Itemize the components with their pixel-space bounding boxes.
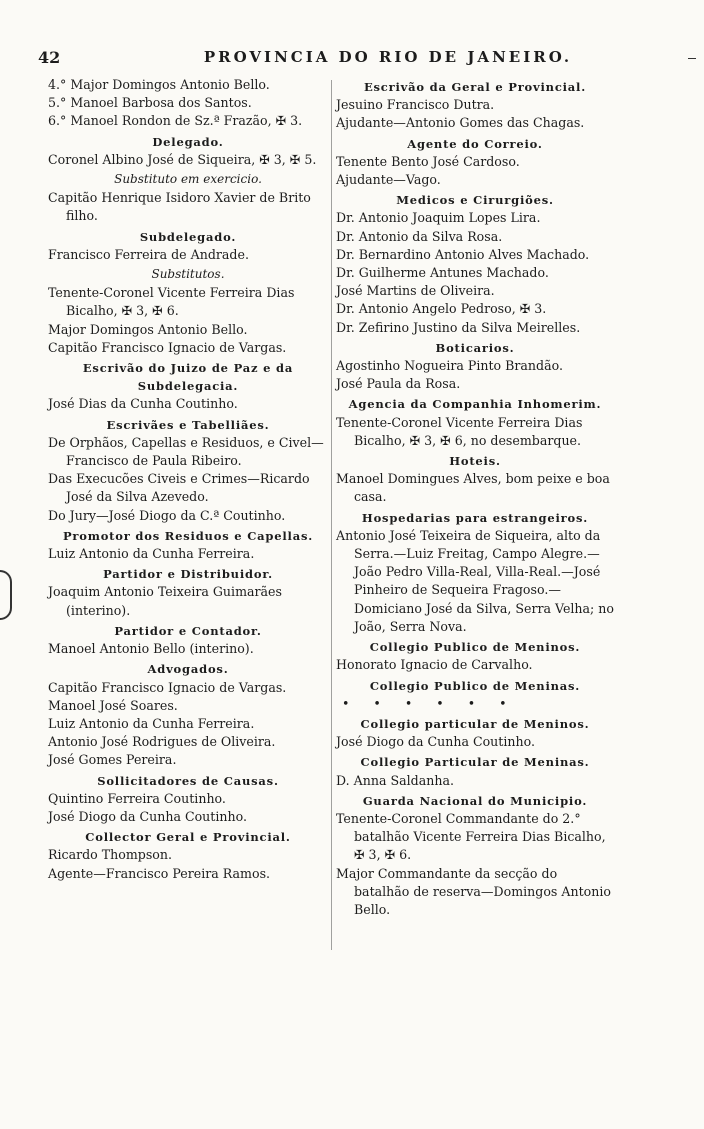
section-heading: Partidor e Distribuidor. <box>103 567 273 582</box>
edge-mark <box>688 58 696 59</box>
directory-entry: Agostinho Nogueira Pinto Brandão. <box>336 358 563 374</box>
directory-entry: Agente—Francisco Pereira Ramos. <box>48 865 271 881</box>
directory-entry: Antonio José Teixeira de Siqueira, alto da Serra.—Luiz Freitag, Campo Alegre.—João Pedro Villa-Real, Villa-Real.—José Pinheiro de Sequeira Fragoso.—Domiciano José da Silva, Serra Velha; no João, Serra Nova. <box>336 527 614 634</box>
section-heading: Collegio Particular de Meninas. <box>360 755 590 770</box>
section-heading: Partidor e Contador. <box>114 623 262 638</box>
directory-entry: José Diogo da Cunha Coutinho. <box>48 808 247 824</box>
ellipsis-dots: • • • • • • <box>342 695 517 711</box>
section-heading: Escrivão do Juizo de Paz e da Subdelegacia. <box>82 361 294 394</box>
directory-entry: Capitão Francisco Ignacio de Vargas. <box>48 339 287 355</box>
running-title: PROVINCIA DO RIO DE JANEIRO. <box>203 48 573 66</box>
section-subheading: Substitutos. <box>151 267 225 282</box>
section-heading: Advogados. <box>147 662 229 677</box>
directory-entry: Ricardo Thompson. <box>48 847 172 863</box>
directory-entry: Tenente Bento José Cardoso. <box>336 153 520 169</box>
section-heading: Collegio particular de Meninos. <box>360 716 590 731</box>
directory-entry: 5.° Manoel Barbosa dos Santos. <box>48 95 252 111</box>
directory-entry: Luiz Antonio da Cunha Ferreira. <box>48 715 255 731</box>
section-heading: Medicos e Cirurgiões. <box>396 193 554 208</box>
directory-entry: D. Anna Saldanha. <box>336 772 454 788</box>
section-heading: Escrivães e Tabelliães. <box>106 417 270 432</box>
section-heading: Guarda Nacional do Municipio. <box>362 793 588 808</box>
section-heading: Collegio Publico de Meninas. <box>369 678 581 693</box>
section-heading: Hospedarias para estrangeiros. <box>361 510 589 525</box>
directory-entry: Tenente-Coronel Vicente Ferreira Dias Bicalho, ✠ 3, ✠ 6. <box>48 285 295 319</box>
directory-entry: Dr. Zefirino Justino da Silva Meirelles. <box>336 319 581 335</box>
directory-entry: Dr. Antonio Joaquim Lopes Lira. <box>336 210 541 226</box>
directory-entry: Antonio José Rodrigues de Oliveira. <box>48 734 276 750</box>
directory-entry: Francisco Ferreira de Andrade. <box>48 246 249 262</box>
column-divider <box>331 80 332 950</box>
section-heading: Escrivão da Geral e Provincial. <box>363 80 587 94</box>
directory-entry: Dr. Guilherme Antunes Machado. <box>336 265 549 281</box>
directory-entry: José Gomes Pereira. <box>48 752 177 768</box>
section-heading: Promotor dos Residuos e Capellas. <box>62 528 314 543</box>
binding-ornament <box>0 570 12 620</box>
directory-entry: José Paula da Rosa. <box>336 376 461 392</box>
section-heading: Agencia da Companhia Inhomerim. <box>348 397 602 412</box>
directory-entry: Jesuino Francisco Dutra. <box>336 97 495 113</box>
section-subheading: Substituto em exercicio. <box>114 172 262 187</box>
section-heading: Hoteis. <box>449 454 501 469</box>
directory-entry: José Dias da Cunha Coutinho. <box>48 396 238 412</box>
directory-entry: Major Domingos Antonio Bello. <box>48 321 248 337</box>
directory-entry: Joaquim Antonio Teixeira Guimarães (interino). <box>48 584 282 618</box>
directory-entry: Ajudante—Vago. <box>336 172 441 188</box>
directory-entry: Dr. Antonio Angelo Pedroso, ✠ 3. <box>336 301 547 317</box>
page-header <box>38 40 678 74</box>
section-heading: Agente do Correio. <box>407 136 543 151</box>
section-heading: Boticarios. <box>435 340 515 355</box>
left-column <box>48 76 328 883</box>
directory-entry: Tenente-Coronel Commandante do 2.° batalhão Vicente Ferreira Dias Bicalho, ✠ 3, ✠ 6. <box>336 810 606 863</box>
section-heading: Sollicitadores de Causas. <box>97 773 279 788</box>
directory-entry: José Diogo da Cunha Coutinho. <box>336 734 535 750</box>
section-heading: Subdelegado. <box>139 229 237 244</box>
directory-entry: Ajudante—Antonio Gomes das Chagas. <box>336 115 585 131</box>
directory-entry: Manoel Domingues Alves, bom peixe e boa casa. <box>336 471 610 505</box>
directory-entry: 4.° Major Domingos Antonio Bello. <box>48 77 270 92</box>
section-heading: Delegado. <box>152 134 224 149</box>
directory-entry: Das Execucões Civeis e Crimes—Ricardo José da Silva Azevedo. <box>48 471 310 505</box>
directory-entry: De Orphãos, Capellas e Residuos, e Civel—Francisco de Paula Ribeiro. <box>48 434 324 469</box>
directory-entry: Capitão Henrique Isidoro Xavier de Brito filho. <box>48 190 311 224</box>
directory-entry: Coronel Albino José de Siqueira, ✠ 3, ✠ 5. <box>48 151 317 167</box>
page-number: 42 <box>38 47 61 67</box>
section-heading: Collegio Publico de Meninos. <box>369 640 581 655</box>
directory-entry: Manoel José Soares. <box>48 697 178 713</box>
directory-entry: Dr. Antonio da Silva Rosa. <box>336 228 503 244</box>
directory-entry: Capitão Francisco Ignacio de Vargas. <box>48 679 287 695</box>
directory-entry: Do Jury—José Diogo da C.ª Coutinho. <box>48 507 286 523</box>
directory-entry: José Martins de Oliveira. <box>336 283 495 299</box>
section-heading: Collector Geral e Provincial. <box>85 830 291 845</box>
right-column <box>336 76 614 919</box>
directory-entry: Major Commandante da secção do batalhão de reserva—Domingos Antonio Bello. <box>336 865 611 917</box>
directory-entry: Manoel Antonio Bello (interino). <box>48 641 254 657</box>
directory-entry: Tenente-Coronel Vicente Ferreira Dias Bicalho, ✠ 3, ✠ 6, no desembarque. <box>336 414 583 448</box>
directory-entry: Honorato Ignacio de Carvalho. <box>336 657 533 673</box>
directory-entry: Quintino Ferreira Coutinho. <box>48 790 226 806</box>
directory-entry: Luiz Antonio da Cunha Ferreira. <box>48 546 255 562</box>
directory-entry: Dr. Bernardino Antonio Alves Machado. <box>336 246 590 262</box>
directory-entry: 6.° Manoel Rondon de Sz.ª Frazão, ✠ 3. <box>48 113 303 129</box>
